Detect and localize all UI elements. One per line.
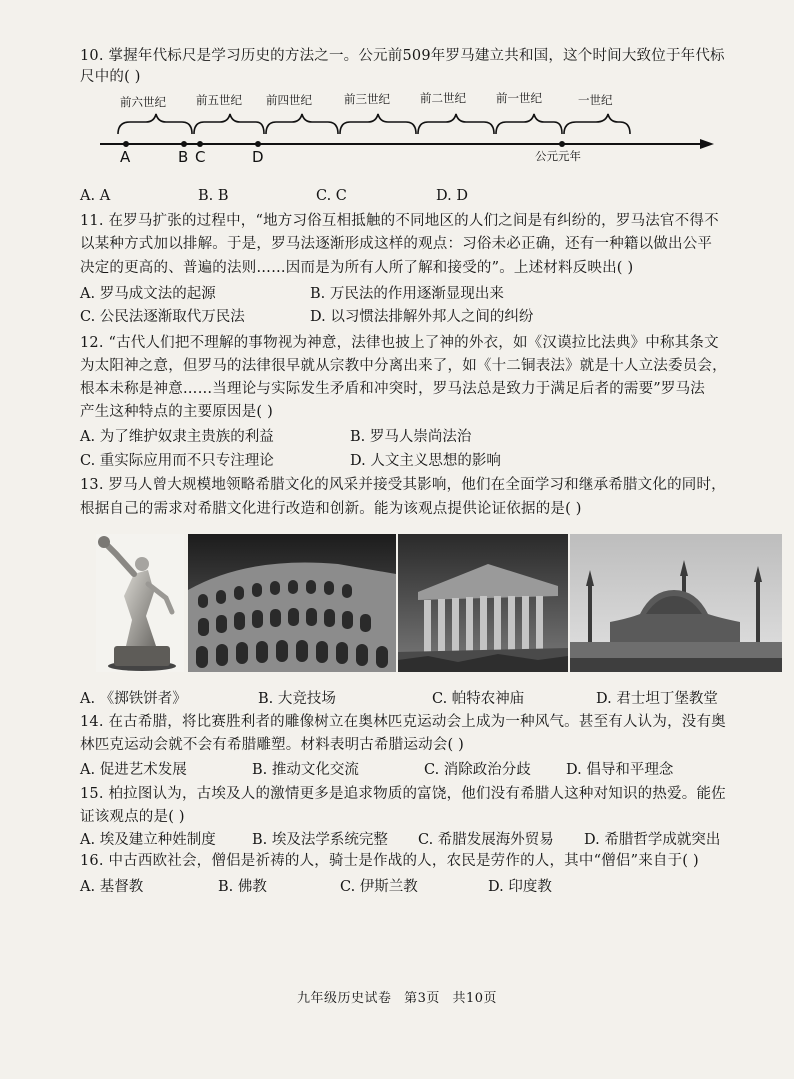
q13-stem-line2: 根据自己的需求对希腊文化进行改造和创新。能为该观点提供论证依据的是( ) bbox=[80, 501, 582, 517]
hagia-sophia-image bbox=[570, 534, 782, 672]
q15-option-d[interactable]: D. 希腊哲学成就突出 bbox=[584, 832, 721, 848]
page-footer bbox=[0, 987, 794, 1006]
q16-option-d[interactable]: D. 印度教 bbox=[488, 879, 552, 895]
q11-stem-line1: 11. 在罗马扩张的过程中，“地方习俗互相抵触的不同地区的人们之间是有纠纷的，罗马法官不得不 bbox=[80, 213, 719, 229]
q10-option-c[interactable]: C. C bbox=[316, 188, 347, 204]
point-a-label: A bbox=[120, 148, 131, 166]
q12-stem-line2: 为太阳神之意，但罗马的法律很早就从宗教中分离出来了，如《十二铜表法》就是十人立法委员会， bbox=[80, 358, 727, 374]
q12-stem-line1: 12. “古代人们把不理解的事物视为神意，法律也披上了神的外衣，如《汉谟拉比法典》中称其条文 bbox=[80, 335, 719, 351]
q12-stem-line3: 根本未称是神意……当理论与实际发生矛盾和冲突时，罗马法总是致力于满足后者的需要”罗马法 bbox=[80, 381, 706, 397]
q11-option-a[interactable]: A. 罗马成文法的起源 bbox=[80, 286, 216, 302]
q13-option-d[interactable]: D. 君士坦丁堡教堂 bbox=[596, 691, 718, 707]
q10-option-b[interactable]: B. B bbox=[198, 188, 229, 204]
century-label: 前五世纪 bbox=[196, 93, 242, 107]
q16-option-c[interactable]: C. 伊斯兰教 bbox=[340, 879, 418, 895]
century-braces bbox=[118, 114, 630, 134]
q14-stem-line1: 14. 在古希腊，将比赛胜利者的雕像树立在奥林匹克运动会上成为一种风气。甚至有人认为，没有奥 bbox=[80, 714, 726, 730]
q10-option-d[interactable]: D. D bbox=[436, 188, 468, 204]
exam-title: 九年级历史试卷 bbox=[296, 991, 392, 1006]
century-label: 前二世纪 bbox=[420, 91, 466, 105]
parthenon-image bbox=[398, 534, 568, 672]
century-label: 前四世纪 bbox=[266, 93, 312, 107]
colosseum-image bbox=[188, 534, 396, 672]
q10-stem-line1: 10. 掌握年代标尺是学习历史的方法之一。公元前509年罗马建立共和国，这个时间大致位于年代标 bbox=[80, 48, 725, 64]
point-c-label: C bbox=[195, 148, 206, 166]
q13-stem-line1: 13. 罗马人曾大规模地领略希腊文化的风采并接受其影响，他们在全面学习和继承希腊文化的同时， bbox=[80, 477, 726, 493]
point-b-dot bbox=[181, 141, 187, 147]
q16-option-b[interactable]: B. 佛教 bbox=[218, 879, 267, 895]
era-label: 公元元年 bbox=[535, 149, 581, 163]
q12-option-d[interactable]: D. 人文主义思想的影响 bbox=[350, 453, 501, 469]
q11-stem-line2: 以某种方式加以排解。于是，罗马法逐渐形成这样的观点：习俗未必正确，还有一种籍以做出公平 bbox=[80, 236, 713, 252]
century-label: 前六世纪 bbox=[120, 95, 166, 109]
q11-stem-line3: 决定的更高的、普遍的法则……因而是为所有人所了解和接受的”。上述材料反映出( ) bbox=[80, 260, 634, 276]
point-d-label: D bbox=[252, 148, 264, 166]
q12-option-c[interactable]: C. 重实际应用而不只专注理论 bbox=[80, 453, 274, 469]
q13-option-b[interactable]: B. 大竞技场 bbox=[258, 691, 336, 707]
q13-option-c[interactable]: C. 帕特农神庙 bbox=[432, 691, 525, 707]
q12-stem-line4: 产生这种特点的主要原因是( ) bbox=[80, 404, 273, 420]
q10-stem-line2: 尺中的( ) bbox=[80, 69, 141, 85]
q15-option-b[interactable]: B. 埃及法学系统完整 bbox=[252, 832, 388, 848]
page-total: 共10页 bbox=[452, 991, 498, 1006]
q15-stem-line2: 证该观点的是( ) bbox=[80, 809, 185, 825]
q15-option-a[interactable]: A. 埃及建立种姓制度 bbox=[80, 832, 216, 848]
q12-option-b[interactable]: B. 罗马人崇尚法治 bbox=[350, 429, 472, 445]
q11-option-c[interactable]: C. 公民法逐渐取代万民法 bbox=[80, 309, 245, 325]
q14-option-a[interactable]: A. 促进艺术发展 bbox=[80, 762, 187, 778]
q10-option-a[interactable]: A. A bbox=[80, 188, 111, 204]
q14-option-d[interactable]: D. 倡导和平理念 bbox=[566, 762, 674, 778]
q14-option-b[interactable]: B. 推动文化交流 bbox=[252, 762, 359, 778]
q16-option-a[interactable]: A. 基督教 bbox=[80, 879, 144, 895]
axis-arrow-icon bbox=[700, 139, 714, 149]
q15-option-c[interactable]: C. 希腊发展海外贸易 bbox=[418, 832, 554, 848]
page-number: 第3页 bbox=[404, 991, 440, 1006]
century-label: 一世纪 bbox=[578, 93, 613, 107]
q11-option-b[interactable]: B. 万民法的作用逐渐显现出来 bbox=[310, 286, 504, 302]
q12-option-a[interactable]: A. 为了维护奴隶主贵族的利益 bbox=[80, 429, 274, 445]
q14-option-c[interactable]: C. 消除政治分歧 bbox=[424, 762, 531, 778]
q11-option-d[interactable]: D. 以习惯法排解外邦人之间的纠纷 bbox=[310, 309, 534, 325]
q14-stem-line2: 林匹克运动会就不会有希腊雕塑。材料表明古希腊运动会( ) bbox=[80, 737, 465, 753]
discobolus-image bbox=[96, 534, 184, 672]
century-label: 前一世纪 bbox=[496, 91, 542, 105]
era-dot bbox=[559, 141, 565, 147]
q16-stem-line1: 16. 中古西欧社会，僧侣是祈祷的人，骑士是作战的人，农民是劳作的人，其中“僧侣”来自于( ) bbox=[80, 853, 699, 869]
point-b-label: B bbox=[178, 148, 189, 166]
q15-stem-line1: 15. 柏拉图认为，古埃及人的激情更多是追求物质的富饶，他们没有希腊人这种对知识的热爱。能佐 bbox=[80, 786, 726, 802]
point-d-dot bbox=[255, 141, 261, 147]
century-label: 前三世纪 bbox=[344, 92, 390, 106]
q13-option-a[interactable]: A. 《掷铁饼者》 bbox=[80, 691, 187, 707]
point-a-dot bbox=[123, 141, 129, 147]
point-c-dot bbox=[197, 141, 203, 147]
timeline-ruler bbox=[100, 88, 720, 178]
